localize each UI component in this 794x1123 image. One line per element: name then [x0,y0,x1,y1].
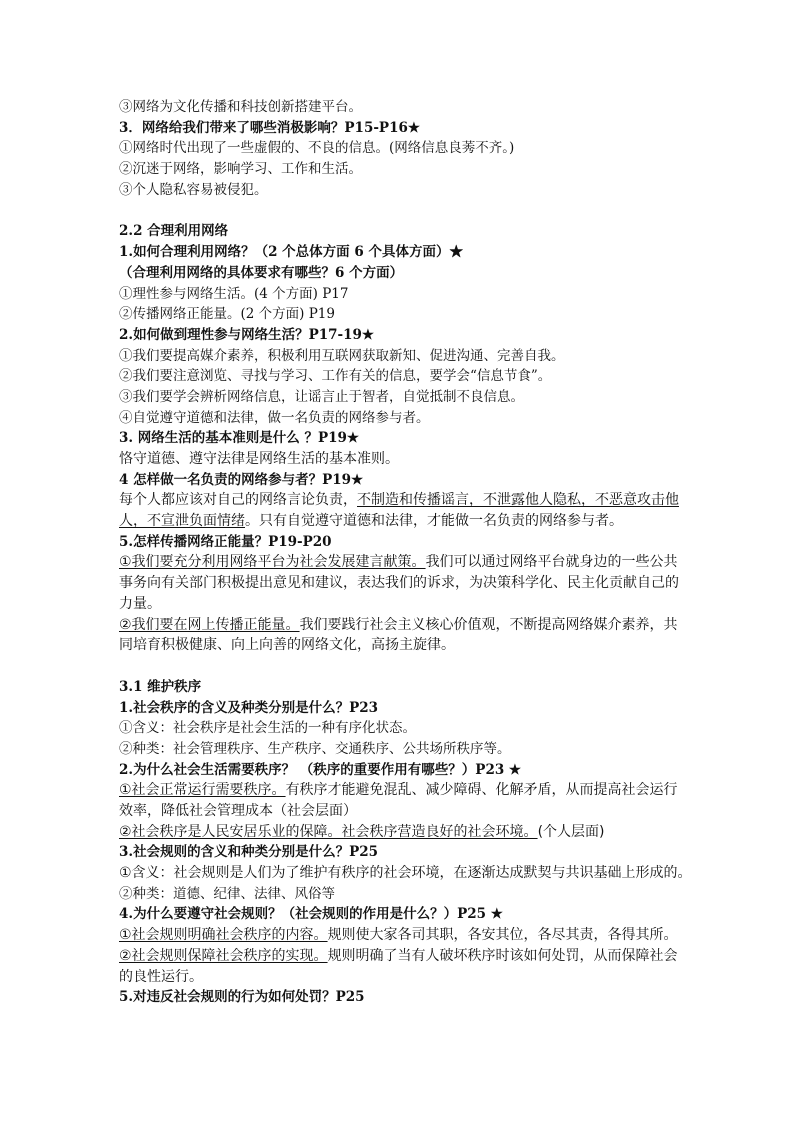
text-line: ①我们要提高媒介素养，积极利用互联网获取新知、促进沟通、完善自我。 [119,347,565,364]
underlined-text: 人，不宣泄负面情绪 [119,513,245,530]
document-page [119,97,692,1008]
text-line: 事务向有关部门积极提出意见和建议，表达我们的诉求，为决策科学化、民主化贡献自己的 [119,575,679,592]
text-line: ③网络为文化传播和科技创新搭建平台。 [119,99,362,115]
text-segment: 有秩序才能避免混乱、减少障碍、化解矛盾，从而提高社会运行 [285,782,678,799]
underlined-text: ①社会正常运行需要秩序。 [119,782,286,799]
text-line [119,822,684,843]
text-line: ②传播网络正能量。(2 个方面) P19 [119,306,335,323]
text-segment: (个人层面) [537,823,605,840]
question-heading: 3．网络给我们带来了哪些消极影响？P15-P16★ [119,119,420,136]
text-line [119,615,684,636]
underlined-text: ①我们要充分利用网络平台为社会发展建言献策。 [119,554,426,571]
text-line [119,780,684,801]
text-segment: 。只有自觉遵守道德和法律，才能做一名负责的网络参与者。 [245,513,623,530]
text-line: ③我们要学会辨析网络信息，让谣言止于智者，自觉抵制不良信息。 [119,388,524,405]
text-line: ②我们要注意浏览、寻找与学习、工作有关的信息，要学会“信息节食”。 [119,368,552,385]
text-line: ②沉迷于网络，影响学习、工作和生活。 [119,161,362,178]
question-heading: 3.社会规则的含义和种类分别是什么？P25 [119,844,379,861]
underlined-text: ①社会规则明确社会秩序的内容。 [119,927,328,944]
question-subheading: （合理利用网络的具体要求有哪些？6 个方面） [119,264,404,281]
text-line: ④自觉遵守道德和法律，做一名负责的网络参与者。 [119,409,430,426]
question-heading: 4.为什么要遵守社会规则？（社会规则的作用是什么？）P25 ★ [119,906,503,923]
underlined-text: 不制造和传播谣言，不泄露他人隐私，不恶意攻击他 [357,492,679,509]
question-heading: 2.如何做到理性参与网络生活？P17-19★ [119,326,375,343]
underlined-text: ②社会规则保障社会秩序的实现。 [119,947,328,964]
text-line [119,925,684,946]
text-line: 效率，降低社会管理成本（社会层面） [119,803,357,819]
text-line: ②种类：道德、纪律、法律、风俗等 [119,885,335,902]
text-line: 力量。 [119,595,161,612]
text-line [119,490,684,511]
question-heading: 5.对违反社会规则的行为如何处罚？P25 [119,989,365,1006]
text-line: ①含义：社会秩序是社会生活的一种有序化状态。 [119,720,416,737]
text-line: 的良性运行。 [119,968,203,985]
text-segment: 我们可以通过网络平台就身边的一些公共 [425,554,678,571]
text-line: ①理性参与网络生活。(4 个方面) P17 [119,285,349,302]
text-line: ②种类：社会管理秩序、生产秩序、交通秩序、公共场所秩序等。 [119,740,511,757]
text-line: 恪守道德、遵守法律是网络生活的基本准则。 [119,451,399,467]
text-line: 同培育积极健康、向上向善的网络文化，高扬主旋律。 [119,637,455,654]
question-heading: 5.怎样传播网络正能量？P19-P20 [119,533,332,550]
section-heading: 3.1 维护秩序 [119,678,202,695]
question-heading: 2.为什么社会生活需要秩序？ （秩序的重要作用有哪些？）P23 ★ [119,761,522,778]
text-line: ①网络时代出现了一些虚假的、不良的信息。(网络信息良莠不齐。) [119,140,515,157]
question-heading: 4 怎样做一名负责的网络参与者？P19★ [119,471,364,488]
text-segment: 每个人都应该对自己的网络言论负责， [119,492,357,509]
section-heading: 2.2 合理利用网络 [119,223,229,240]
text-line [119,511,684,532]
question-heading: 1.社会秩序的含义及种类分别是什么？P23 [119,699,379,716]
text-line [119,946,684,967]
underlined-text: ②社会秩序是人民安居乐业的保障。社会秩序营造良好的社会环境。 [119,823,538,840]
text-line: ①含义：社会规则是人们为了维护有秩序的社会环境，在逐渐达成默契与共识基础上形成的。 [119,865,692,882]
question-heading: 3. 网络生活的基本准则是什么 ？P19★ [119,430,360,447]
text-segment: 我们要践行社会主义核心价值观，不断提高网络媒介素养，共 [299,616,678,633]
underlined-text: ②我们要在网上传播正能量。 [119,616,300,633]
text-line: ③个人隐私容易被侵犯。 [119,181,268,198]
text-line [119,552,684,573]
text-segment: 规则使大家各司其职，各安其位，各尽其责，各得其所。 [327,927,678,944]
question-heading: 1.如何合理利用网络？（2 个总体方面 6 个具体方面）★ [119,244,463,261]
text-segment: 规则明确了当有人破坏秩序时该如何处罚，从而保障社会 [327,947,678,964]
